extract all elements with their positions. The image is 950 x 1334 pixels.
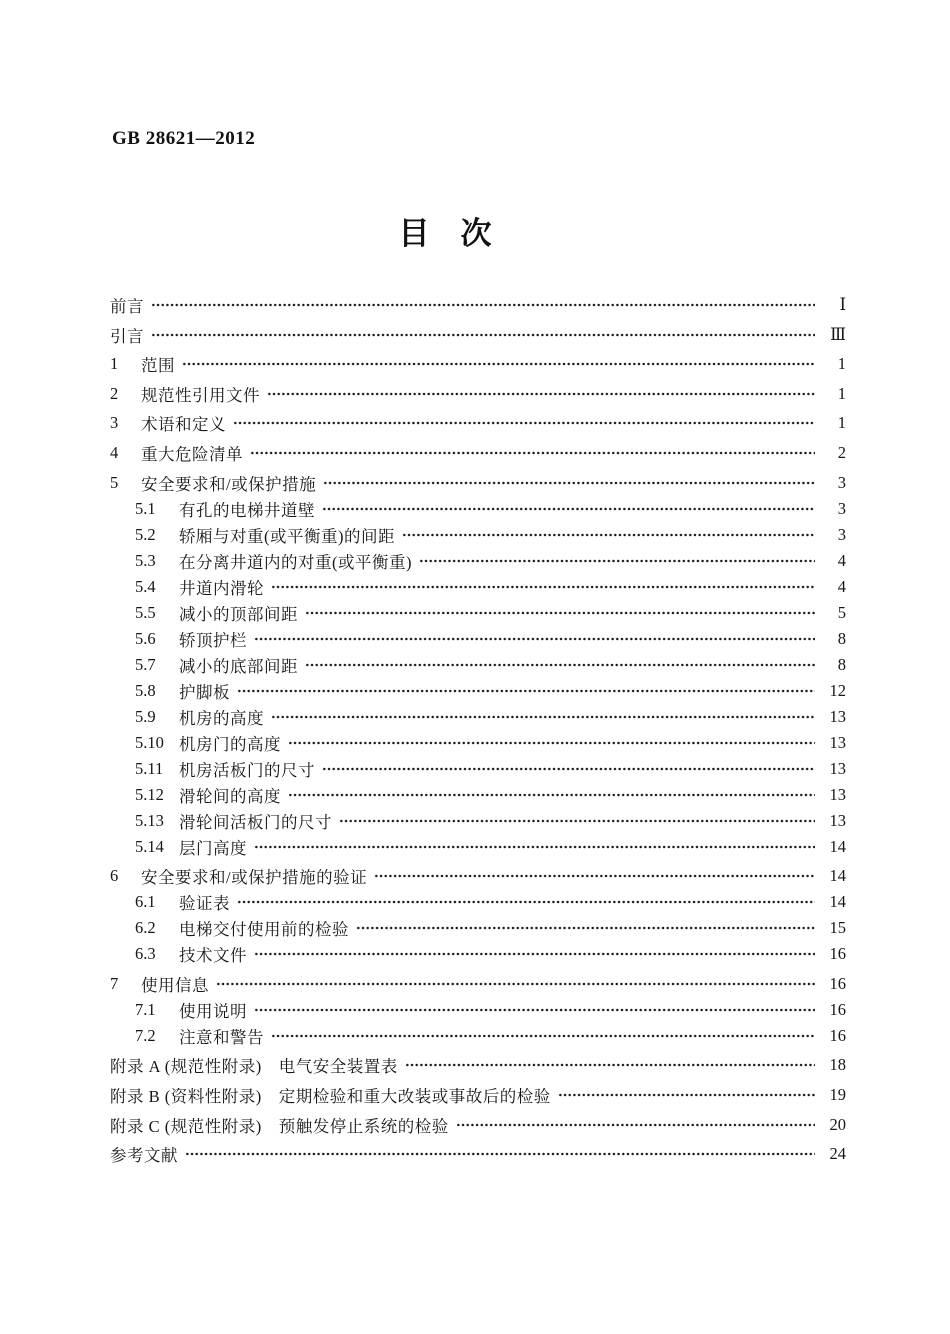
entry-number: 5.11: [135, 758, 164, 778]
entry-title: 验证表: [179, 894, 230, 914]
entry-number: 5.6: [135, 628, 156, 648]
page-number: 13: [829, 810, 846, 830]
page-number: 3: [837, 524, 846, 544]
page-number: 14: [829, 836, 846, 856]
entry-title: 井道内滑轮: [179, 578, 264, 598]
toc-entry: [110, 1112, 846, 1138]
entry-number: 5.2: [135, 524, 156, 544]
toc-entry: [110, 652, 846, 678]
page-number: 2: [837, 442, 846, 462]
entry-title: 护脚板: [179, 682, 230, 702]
toc-entry: [110, 834, 846, 860]
toc-entry: [110, 470, 846, 496]
toc-entry: [110, 997, 846, 1023]
dot-leader: [254, 997, 815, 1023]
toc-entry: [110, 322, 846, 348]
entry-title: 使用信息: [141, 975, 209, 995]
toc-entry: [110, 808, 846, 834]
dot-leader: [151, 292, 815, 318]
toc-entry: [110, 440, 846, 466]
page-number: 4: [837, 550, 846, 570]
entry-title: 安全要求和/或保护措施的验证: [141, 868, 368, 888]
toc-entry: [110, 889, 846, 915]
toc-entry: [110, 600, 846, 626]
entry-title: 术语和定义: [141, 415, 226, 435]
entry-title: 重大危险清单: [141, 444, 243, 464]
dot-leader: [419, 548, 815, 574]
toc-entry: [110, 782, 846, 808]
dot-leader: [288, 782, 815, 808]
page-number: 16: [829, 944, 846, 964]
entry-number: 5.14: [135, 836, 164, 856]
dot-leader: [305, 652, 815, 678]
toc-entry: [110, 915, 846, 941]
entry-title: 层门高度: [179, 838, 247, 858]
entry-title: 电梯交付使用前的检验: [179, 920, 349, 940]
entry-number: 7.2: [135, 1025, 156, 1045]
entry-number: 5.8: [135, 680, 156, 700]
entry-number: 6.1: [135, 892, 156, 912]
dot-leader: [271, 574, 815, 600]
toc-entry: [110, 626, 846, 652]
dot-leader: [456, 1112, 815, 1138]
page-number: 19: [829, 1084, 846, 1104]
dot-leader: [558, 1082, 815, 1108]
entry-number: 6.2: [135, 918, 156, 938]
toc-entry: [110, 548, 846, 574]
entry-title: 附录 A (规范性附录) 电气安全装置表: [110, 1057, 398, 1077]
entry-title: 减小的底部间距: [179, 656, 298, 676]
dot-leader: [254, 834, 815, 860]
dot-leader: [288, 730, 815, 756]
dot-leader: [339, 808, 815, 834]
entry-number: 4: [110, 442, 119, 462]
page-number: 8: [837, 654, 846, 674]
entry-title: 轿顶护栏: [179, 630, 247, 650]
toc-entry: [110, 410, 846, 436]
entry-number: 5.3: [135, 550, 156, 570]
table-of-contents: [110, 292, 846, 1167]
page-title: 目 次: [398, 216, 492, 251]
toc-entry: [110, 756, 846, 782]
entry-number: 6.3: [135, 944, 156, 964]
dot-leader: [305, 600, 815, 626]
entry-title: 滑轮间活板门的尺寸: [179, 812, 332, 832]
entry-title: 使用说明: [179, 1001, 247, 1021]
dot-leader: [151, 322, 815, 348]
page-number: 24: [829, 1144, 846, 1164]
entry-number: 1: [110, 354, 119, 374]
entry-title: 注意和警告: [179, 1027, 264, 1047]
entry-number: 5.10: [135, 732, 164, 752]
page-number: 14: [829, 892, 846, 912]
dot-leader: [405, 1052, 815, 1078]
entry-number: 5.5: [135, 602, 156, 622]
entry-title: 在分离井道内的对重(或平衡重): [179, 552, 412, 572]
dot-leader: [237, 678, 815, 704]
page-number: 14: [829, 866, 846, 886]
toc-entry: [110, 971, 846, 997]
entry-number: 5.9: [135, 706, 156, 726]
page-number: 8: [837, 628, 846, 648]
entry-title: 技术文件: [179, 946, 247, 966]
dot-leader: [322, 496, 815, 522]
entry-title: 范围: [141, 356, 175, 376]
entry-title: 机房的高度: [179, 708, 264, 728]
dot-leader: [271, 704, 815, 730]
entry-title: 规范性引用文件: [141, 385, 260, 405]
page-number: 1: [837, 383, 846, 403]
toc-entry: [110, 574, 846, 600]
dot-leader: [254, 941, 815, 967]
page-number: 13: [829, 732, 846, 752]
toc-entry: [110, 863, 846, 889]
page-number: 13: [829, 784, 846, 804]
page-number: Ⅲ: [830, 324, 846, 344]
doc-number: GB 28621—2012: [112, 128, 256, 149]
entry-title: 机房门的高度: [179, 734, 281, 754]
page-number: 15: [829, 918, 846, 938]
entry-number: 7.1: [135, 999, 156, 1019]
dot-leader: [267, 381, 815, 407]
dot-leader: [271, 1023, 815, 1049]
toc-entry: [110, 351, 846, 377]
entry-title: 有孔的电梯井道壁: [179, 500, 315, 520]
entry-title: 机房活板门的尺寸: [179, 760, 315, 780]
dot-leader: [356, 915, 815, 941]
dot-leader: [182, 351, 815, 377]
toc-entry: [110, 704, 846, 730]
toc-entry: [110, 522, 846, 548]
dot-leader: [322, 756, 815, 782]
entry-title: 安全要求和/或保护措施: [141, 474, 317, 494]
page-number: Ⅰ: [839, 295, 846, 314]
entry-number: 7: [110, 973, 119, 993]
toc-entry: [110, 496, 846, 522]
entry-number: 2: [110, 383, 119, 403]
page-number: 16: [829, 1025, 846, 1045]
toc-entry: [110, 941, 846, 967]
entry-number: 5: [110, 472, 119, 492]
dot-leader: [402, 522, 815, 548]
toc-entry: [110, 678, 846, 704]
entry-number: 5.12: [135, 784, 164, 804]
page-number: 13: [829, 706, 846, 726]
dot-leader: [254, 626, 815, 652]
page-number: 1: [837, 354, 846, 374]
dot-leader: [374, 863, 815, 889]
page-number: 18: [829, 1055, 846, 1075]
dot-leader: [237, 889, 815, 915]
page-number: 16: [829, 999, 846, 1019]
entry-title: 附录 B (资料性附录) 定期检验和重大改装或事故后的检验: [110, 1086, 551, 1106]
toc-entry: [110, 1023, 846, 1049]
toc-entry: [110, 381, 846, 407]
toc-entry: [110, 292, 846, 318]
dot-leader: [250, 440, 815, 466]
entry-title: 滑轮间的高度: [179, 786, 281, 806]
entry-title: 附录 C (规范性附录) 预触发停止系统的检验: [110, 1116, 449, 1136]
page-number: 16: [829, 973, 846, 993]
entry-title: 轿厢与对重(或平衡重)的间距: [179, 526, 395, 546]
entry-title: 引言: [110, 326, 144, 346]
entry-number: 5.13: [135, 810, 164, 830]
page-number: 3: [837, 472, 846, 492]
toc-entry: [110, 1141, 846, 1167]
page-number: 1: [837, 413, 846, 433]
dot-leader: [323, 470, 815, 496]
page-number: 13: [829, 758, 846, 778]
page-number: 12: [829, 680, 846, 700]
entry-number: 5.7: [135, 654, 156, 674]
entry-number: 6: [110, 866, 119, 886]
toc-entry: [110, 1082, 846, 1108]
entry-number: 5.1: [135, 498, 156, 518]
page-number: 20: [829, 1114, 846, 1134]
entry-title: 减小的顶部间距: [179, 604, 298, 624]
page-number: 5: [837, 602, 846, 622]
page-number: 4: [837, 576, 846, 596]
dot-leader: [185, 1141, 815, 1167]
dot-leader: [233, 410, 815, 436]
entry-title: 前言: [110, 297, 144, 316]
toc-entry: [110, 730, 846, 756]
dot-leader: [216, 971, 815, 997]
entry-title: 参考文献: [110, 1146, 178, 1166]
toc-entry: [110, 1052, 846, 1078]
entry-number: 3: [110, 413, 119, 433]
page-number: 3: [837, 498, 846, 518]
entry-number: 5.4: [135, 576, 156, 596]
